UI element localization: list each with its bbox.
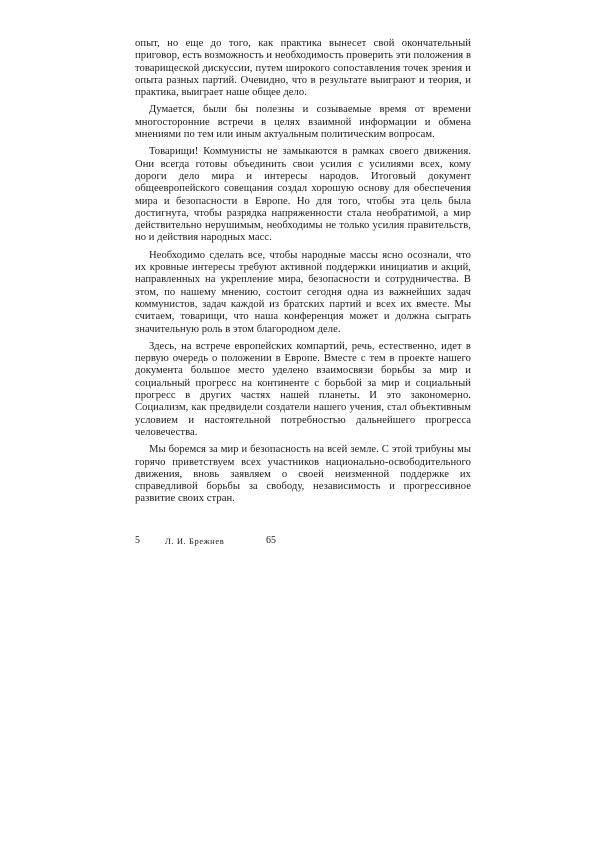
page-number: 65	[266, 535, 276, 546]
body-text	[135, 38, 471, 511]
paragraph: Необходимо сделать все, чтобы народные массы ясно осознали, что их кровные интересы требуют активной поддержки инициатив и акций, направленных на укрепление мира, безопасности и сотрудничества. В этом, по нашему мнению, состоит сегодня одна из важнейших задач коммунистов, задач каждой из братских партий и всех их вместе. Мы считаем, товарищи, что наша конференция может и должна сыграть значительную роль в этом благородном деле.	[135, 249, 471, 335]
signature-author: Л. И. Брежнев	[165, 536, 225, 546]
paragraph: Мы боремся за мир и безопасность на всей земле. С этой трибуны мы горячо приветствуем всех участников национально-освободительного движения, вновь заявляем о своей неизменной поддержке их справедливой борьбы за свободу, независимость и прогрессивное развитие своих стран.	[135, 444, 471, 505]
paragraph: Думается, были бы полезны и созываемые время от времени многосторонние встречи в целях взаимной информации и обмена мнениями по тем или иным актуальным политическим вопросам.	[135, 104, 471, 141]
paragraph: Здесь, на встрече европейских компартий, речь, естественно, идет в первую очередь о положении в Европе. Вместе с тем в проекте нашего документа большое место уделено взаимосвязи борьбы за мир и социальный прогресс на континенте с борьбой за мир и социальный прогресс в других частях нашей планеты. И это закономерно. Социализм, как предвидели создатели нашего учения, стал объективным условием и настоятельной потребностью дальнейшего прогресса человечества.	[135, 340, 471, 438]
paragraph: Товарищи! Коммунисты не замыкаются в рамках своего движения. Они всегда готовы объединить свои усилия с усилиями всех, кому дороги дело мира и интересы народов. Итоговый документ общеевропейского совещания создал хорошую основу для обеспечения мира и безопасности в Европе. Но для того, чтобы эта цель была достигнута, чтобы разрядка напряженности стала необратимой, а мир действительно нерушимым, необходимы не только усилия правительств, но и действия народных масс.	[135, 146, 471, 244]
signature-number: 5	[135, 535, 140, 546]
paragraph: опыт, но еще до того, как практика вынесет свой окончательный приговор, есть возможность и необходимость проверить эти положения в товарищеской дискуссии, путем широкого сопоставления точек зрения и опыта разных партий. Очевидно, что в результате выиграют и теория, и практика, выиграет наше общее дело.	[135, 38, 471, 99]
